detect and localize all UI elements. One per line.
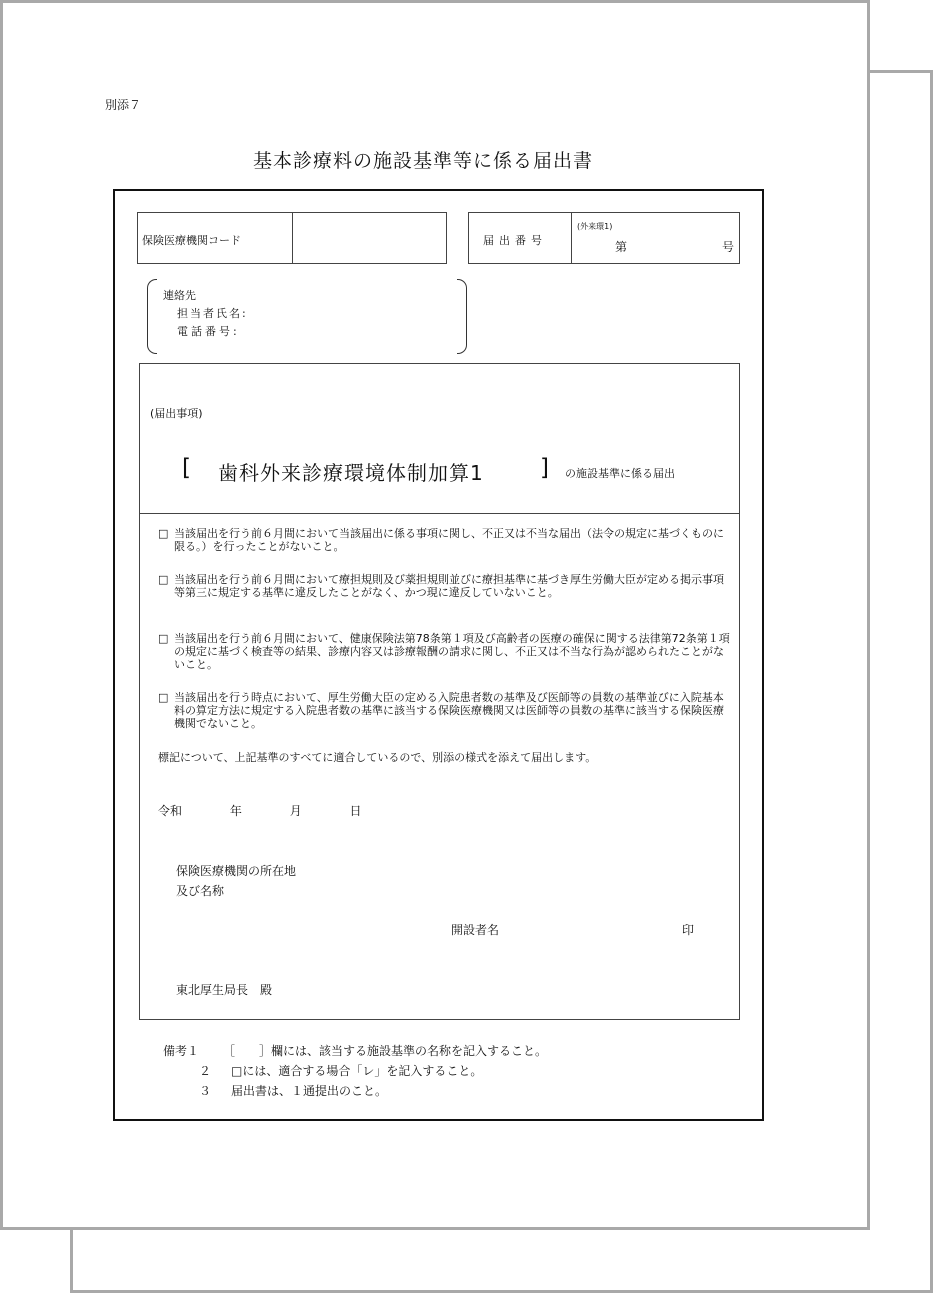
facility-standard-name: 歯科外来診療環境体制加算1 [218,461,484,485]
form-frame [113,189,764,1121]
conditions-box [139,514,740,1020]
remark-text: 届出書は、１通提出のこと。 [231,1084,388,1098]
addressee: 東北厚生局長 殿 [176,983,273,997]
contact-bracket-right [457,279,467,354]
condition-checkbox[interactable]: □ [158,632,169,645]
condition-item [158,573,734,599]
date-day: 日 [349,804,362,818]
contact-heading: 連絡先 [163,289,196,302]
remark-item [163,1081,547,1101]
contact-section [147,279,467,354]
date-era: 令和 [158,804,183,818]
notification-item-box [139,363,740,514]
code-divider [292,213,293,263]
remark-head: 備考１ [163,1044,200,1058]
item-bracket-right: ] [540,455,549,481]
condition-item [158,691,734,730]
notification-number-box [468,212,740,264]
notification-number-label: 届出番号 [483,234,547,247]
item-bracket-left: [ [182,455,191,481]
remark-head: ２ [199,1064,212,1078]
founder-name-label: 開設者名 [451,923,500,937]
document-title: 基本診療料の施設基準等に係る届出書 [253,150,594,172]
remark-text: ［ ］欄には、該当する施設基準の名称を記入すること。 [223,1044,548,1058]
number-divider [571,213,572,263]
location-label-line2: 及び名称 [176,884,225,898]
contact-bracket-left [147,279,157,354]
contact-person-label: 担当者氏名: [177,307,248,320]
condition-item [158,632,734,671]
remark-item [163,1061,547,1081]
condition-text: 当該届出を行う前６月間において療担規則及び薬担規則並びに療担基準に基づき厚生労働大臣が定める掲示事項等第三に規定する基準に違反したことがなく、かつ現に違反していないこと。 [174,573,724,599]
remark-head: ３ [199,1084,212,1098]
remarks-section [163,1041,547,1101]
location-label-line1: 保険医療機関の所在地 [176,864,297,878]
date-line [158,802,406,819]
date-month: 月 [289,804,302,818]
condition-text: 当該届出を行う前６月間において、健康保険法第78条第１項及び高齢者の医療の確保に関する法律第72条第１項の規定に基づく検査等の結果、診療内容又は診療報酬の請求に関し、不正又は不当な行為が認められたことがないこと。 [174,632,730,671]
item-suffix: の施設基準に係る届出 [565,467,675,480]
condition-text: 当該届出を行う前６月間において当該届出に係る事項に関し、不正又は不当な届出（法令の規定に基づくものに限る。）を行ったことがないこと。 [174,527,724,553]
number-category: (外来環1) [577,222,613,231]
seal-mark: 印 [682,923,695,937]
remark-text: □には、適合する場合「レ」を記入すること。 [231,1064,483,1078]
condition-checkbox[interactable]: □ [158,691,169,704]
condition-text: 当該届出を行う時点において、厚生労働大臣の定める入院患者数の基準及び医師等の員数の基準並びに入院基本料の算定方法に規定する入院患者数の基準に該当する保険医療機関又は医師等の員数の基準に該当する保険医療機関でないこと。 [174,691,724,730]
contact-phone-label: 電話番号: [177,325,240,338]
institution-code-box [137,212,447,264]
institution-code-label: 保険医療機関コード [142,234,241,247]
condition-checkbox[interactable]: □ [158,527,169,540]
remark-item [163,1041,547,1061]
notification-item-label: (届出事項) [150,407,203,420]
declaration-text: 標記について、上記基準のすべてに適合しているので、別添の様式を添えて届出します。 [158,751,597,764]
date-year: 年 [229,804,242,818]
number-dai: 第 [615,240,628,254]
condition-checkbox[interactable]: □ [158,573,169,586]
attachment-label: 別添７ [105,98,142,112]
number-go: 号 [722,240,735,254]
condition-item [158,527,734,553]
